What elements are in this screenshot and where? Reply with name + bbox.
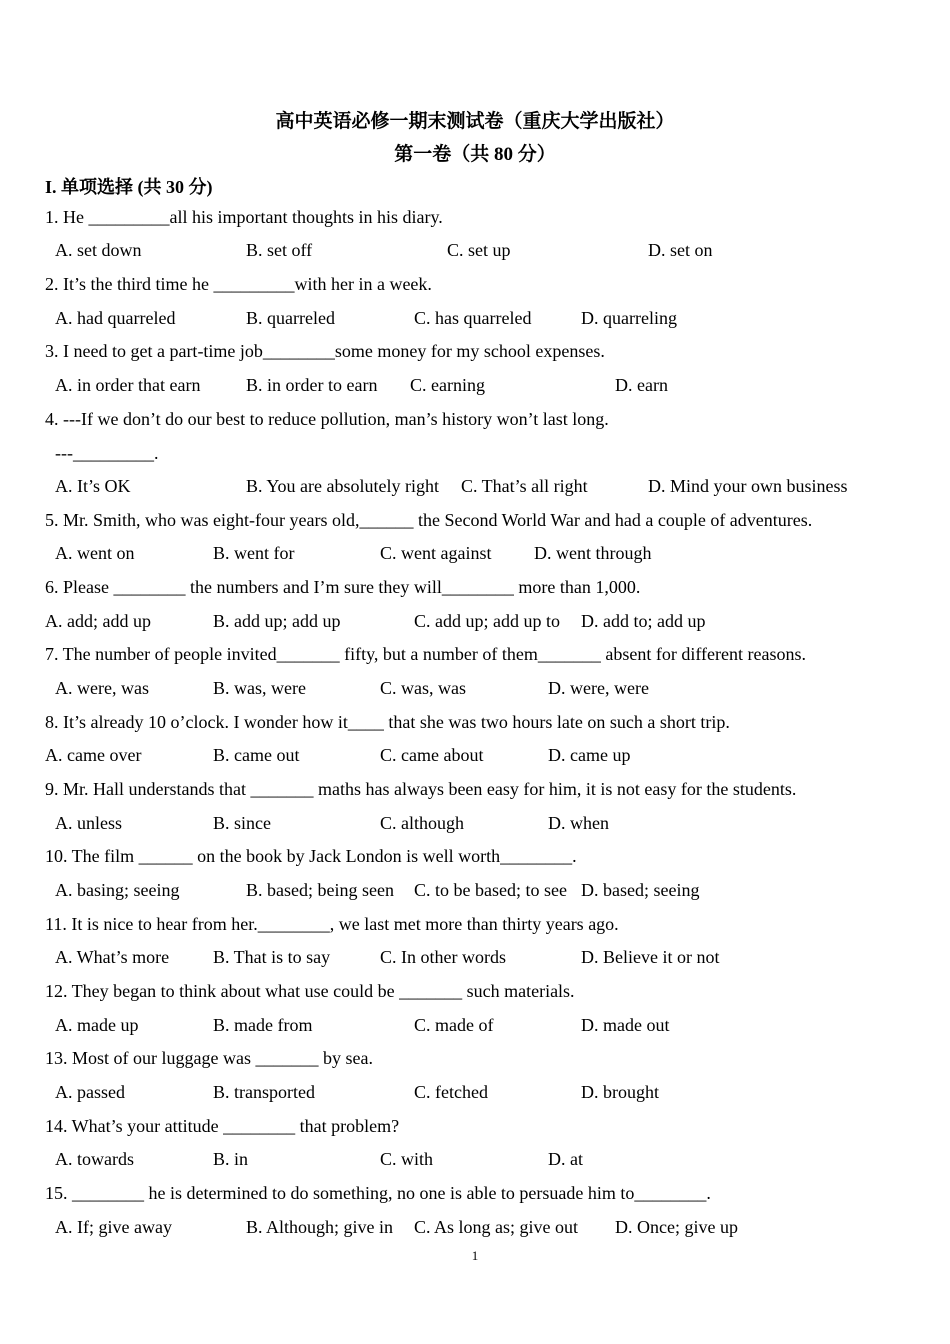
question-12-option-c: C. made of [414,1015,494,1035]
question-6-stem: 6. Please ________ the numbers and I’m sure they will________ more than 1,000. [45,577,641,597]
page-number: 1 [471,1248,479,1263]
question-3-option-d: D. earn [615,375,668,395]
question-7-option-b: B. was, were [213,678,306,698]
question-4-option-c: C. That’s all right [461,476,588,496]
question-2-option-b: B. quarreled [246,308,335,328]
question-6-option-d: D. add to; add up [581,611,706,631]
question-10-option-d: D. based; seeing [581,880,700,900]
question-13-option-d: D. brought [581,1082,659,1102]
question-7-stem: 7. The number of people invited_______ fifty, but a number of them_______ absent for different reasons. [45,644,806,664]
question-8-option-c: C. came about [380,745,484,765]
question-4-option-d: D. Mind your own business [648,476,848,496]
question-1-option-d: D. set on [648,240,713,260]
question-5-option-b: B. went for [213,543,295,563]
question-11-option-d: D. Believe it or not [581,947,720,967]
question-14-option-a: A. towards [55,1149,134,1169]
question-2-stem: 2. It’s the third time he _________with her in a week. [45,274,432,294]
question-15-stem: 15. ________ he is determined to do something, no one is able to persuade him to________. [45,1183,711,1203]
question-3-stem: 3. I need to get a part-time job________some money for my school expenses. [45,341,605,361]
question-2-option-a: A. had quarreled [55,308,176,328]
question-13-option-c: C. fetched [414,1082,488,1102]
question-4-response: ---_________. [55,443,159,463]
paper-subtitle: 第一卷（共 80 分） [394,144,556,165]
question-5-option-d: D. went through [534,543,652,563]
question-12-option-a: A. made up [55,1015,139,1035]
question-10-stem: 10. The film ______ on the book by Jack London is well worth________. [45,846,577,866]
question-3-option-c: C. earning [410,375,485,395]
question-9-option-b: B. since [213,813,271,833]
question-11-option-b: B. That is to say [213,947,331,967]
question-6-option-b: B. add up; add up [213,611,341,631]
section-heading: I. 单项选择 (共 30 分) [45,177,213,197]
question-2-option-d: D. quarreling [581,308,677,328]
question-9-option-a: A. unless [55,813,122,833]
question-10-option-a: A. basing; seeing [55,880,180,900]
question-2-option-c: C. has quarreled [414,308,532,328]
question-3-option-b: B. in order to earn [246,375,378,395]
question-11-option-c: C. In other words [380,947,506,967]
question-3-option-a: A. in order that earn [55,375,201,395]
question-14-stem: 14. What’s your attitude ________ that problem? [45,1116,400,1136]
question-15-option-b: B. Although; give in [246,1217,394,1237]
question-8-stem: 8. It’s already 10 o’clock. I wonder how it____ that she was two hours late on such a short trip. [45,712,730,732]
question-1-option-c: C. set up [447,240,511,260]
question-14-option-b: B. in [213,1149,249,1169]
question-4-stem: 4. ---If we don’t do our best to reduce pollution, man’s history won’t last long. [45,409,609,429]
question-14-option-c: C. with [380,1149,434,1169]
question-1-option-b: B. set off [246,240,313,260]
question-10-option-b: B. based; being seen [246,880,394,900]
question-8-option-d: D. came up [548,745,631,765]
question-9-option-c: C. although [380,813,464,833]
question-13-stem: 13. Most of our luggage was _______ by sea. [45,1048,373,1068]
question-12-option-b: B. made from [213,1015,313,1035]
question-7-option-a: A. were, was [55,678,149,698]
question-4-option-a: A. It’s OK [55,476,131,496]
question-15-option-c: C. As long as; give out [414,1217,579,1237]
question-4-option-b: B. You are absolutely right [246,476,439,496]
question-15-option-d: D. Once; give up [615,1217,738,1237]
question-7-option-d: D. were, were [548,678,649,698]
question-12-stem: 12. They began to think about what use could be _______ such materials. [45,981,575,1001]
question-13-option-a: A. passed [55,1082,125,1102]
question-1-option-a: A. set down [55,240,142,260]
question-15-option-a: A. If; give away [55,1217,172,1237]
page-title: 高中英语必修一期末测试卷（重庆大学出版社） [275,111,675,132]
question-13-option-b: B. transported [213,1082,315,1102]
question-5-option-c: C. went against [380,543,492,563]
question-8-option-a: A. came over [45,745,142,765]
question-14-option-d: D. at [548,1149,583,1169]
question-6-option-a: A. add; add up [45,611,151,631]
question-7-option-c: C. was, was [380,678,466,698]
question-12-option-d: D. made out [581,1015,670,1035]
question-1-stem: 1. He _________all his important thoughts in his diary. [45,207,443,227]
question-9-option-d: D. when [548,813,609,833]
question-9-stem: 9. Mr. Hall understands that _______ maths has always been easy for him, it is not easy for the students. [45,779,797,799]
question-10-option-c: C. to be based; to see [414,880,567,900]
question-11-option-a: A. What’s more [55,947,170,967]
question-8-option-b: B. came out [213,745,300,765]
question-6-option-c: C. add up; add up to [414,611,560,631]
question-5-option-a: A. went on [55,543,135,563]
question-5-stem: 5. Mr. Smith, who was eight-four years old,______ the Second World War and had a couple of adventures. [45,510,813,530]
question-11-stem: 11. It is nice to hear from her.________, we last met more than thirty years ago. [45,914,619,934]
